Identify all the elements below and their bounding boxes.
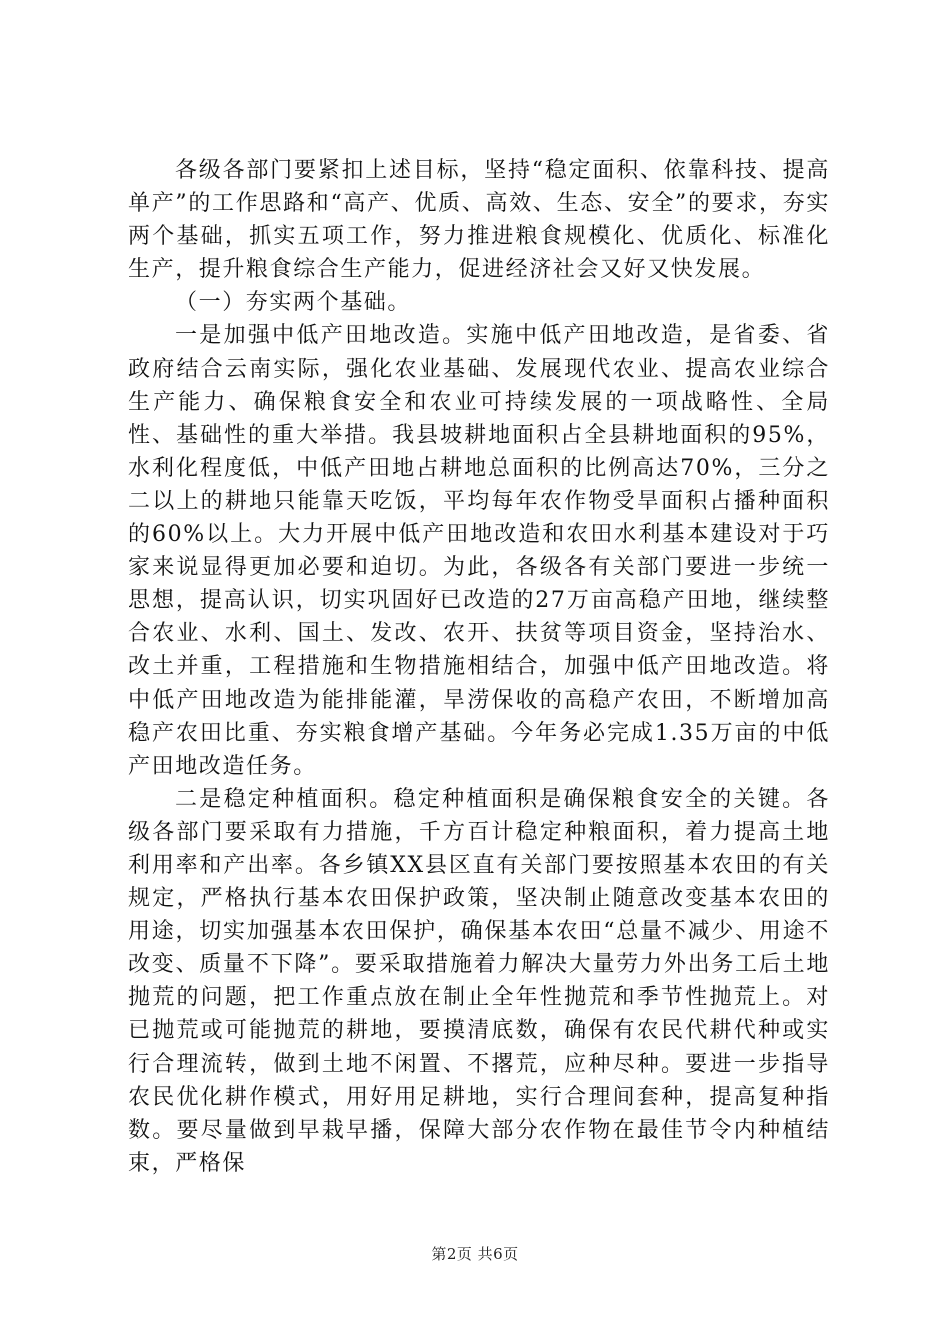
paragraph-planting-area: 二是稳定种植面积。稳定种植面积是确保粮食安全的关键。各级各部门要采取有力措施，千方百计稳定种粮面积，着力提高土地利用率和产出率。各乡镇XX县区直有关部门要按照基本农田的有关规定，严格执行基本农田保护政策，坚决制止随意改变基本农田的用途，切实加强基本农田保护，确保基本农田“总量不减少、用途不改变、质量不下降”。要采取措施着力解决大量劳力外出务工后土地抛荒的问题，把工作重点放在制止全年性抛荒和季节性抛荒上。对已抛荒或可能抛荒的耕地，要摸清底数，确保有农民代耕代种或实行合理流转，做到土地不闲置、不撂荒，应种尽种。要进一步指导农民优化耕作模式，用好用足耕地，实行合理间套种，提高复种指数。要尽量做到早栽早播，保障大部分农作物在最佳节令内种植结束，严格保 [128,786,830,1176]
section-heading: （一）夯实两个基础。 [175,290,412,316]
page-footer: 第2页 共6页 [431,1245,519,1263]
paragraph-farmland-improvement: 一是加强中低产田地改造。实施中低产田地改造，是省委、省政府结合云南实际，强化农业基础、发展现代农业、提高农业综合生产能力、确保粮食安全和农业可持续发展的一项战略性、全局性、基础性的重大举措。我县坡耕地面积占全县耕地面积的95%，水利化程度低，中低产田地占耕地总面积的比例高达70%，三分之二以上的耕地只能靠天吃饭，平均每年农作物受旱面积占播种面积的60%以上。大力开展中低产田地改造和农田水利基本建设对于巧家来说显得更加必要和迫切。为此，各级各有关部门要进一步统一思想，提高认识，切实巩固好已改造的27万亩高稳产田地，继续整合农业、水利、国土、发改、农开、扶贫等项目资金，坚持治水、改土并重，工程措施和生物措施相结合，加强中低产田地改造。将中低产田地改造为能排能灌，旱涝保收的高稳产农田，不断增加高稳产农田比重、夯实粮食增产基础。今年务必完成1.35万亩的中低产田地改造任务。 [128,323,830,779]
paragraph-intro: 各级各部门要紧扣上述目标，坚持“稳定面积、依靠科技、提高单产”的工作思路和“高产、优质、高效、生态、安全”的要求，夯实两个基础，抓实五项工作，努力推进粮食规模化、优质化、标准化生产，提升粮食综合生产能力，促进经济社会又好又快发展。 [128,158,830,283]
document-body [128,154,830,1180]
